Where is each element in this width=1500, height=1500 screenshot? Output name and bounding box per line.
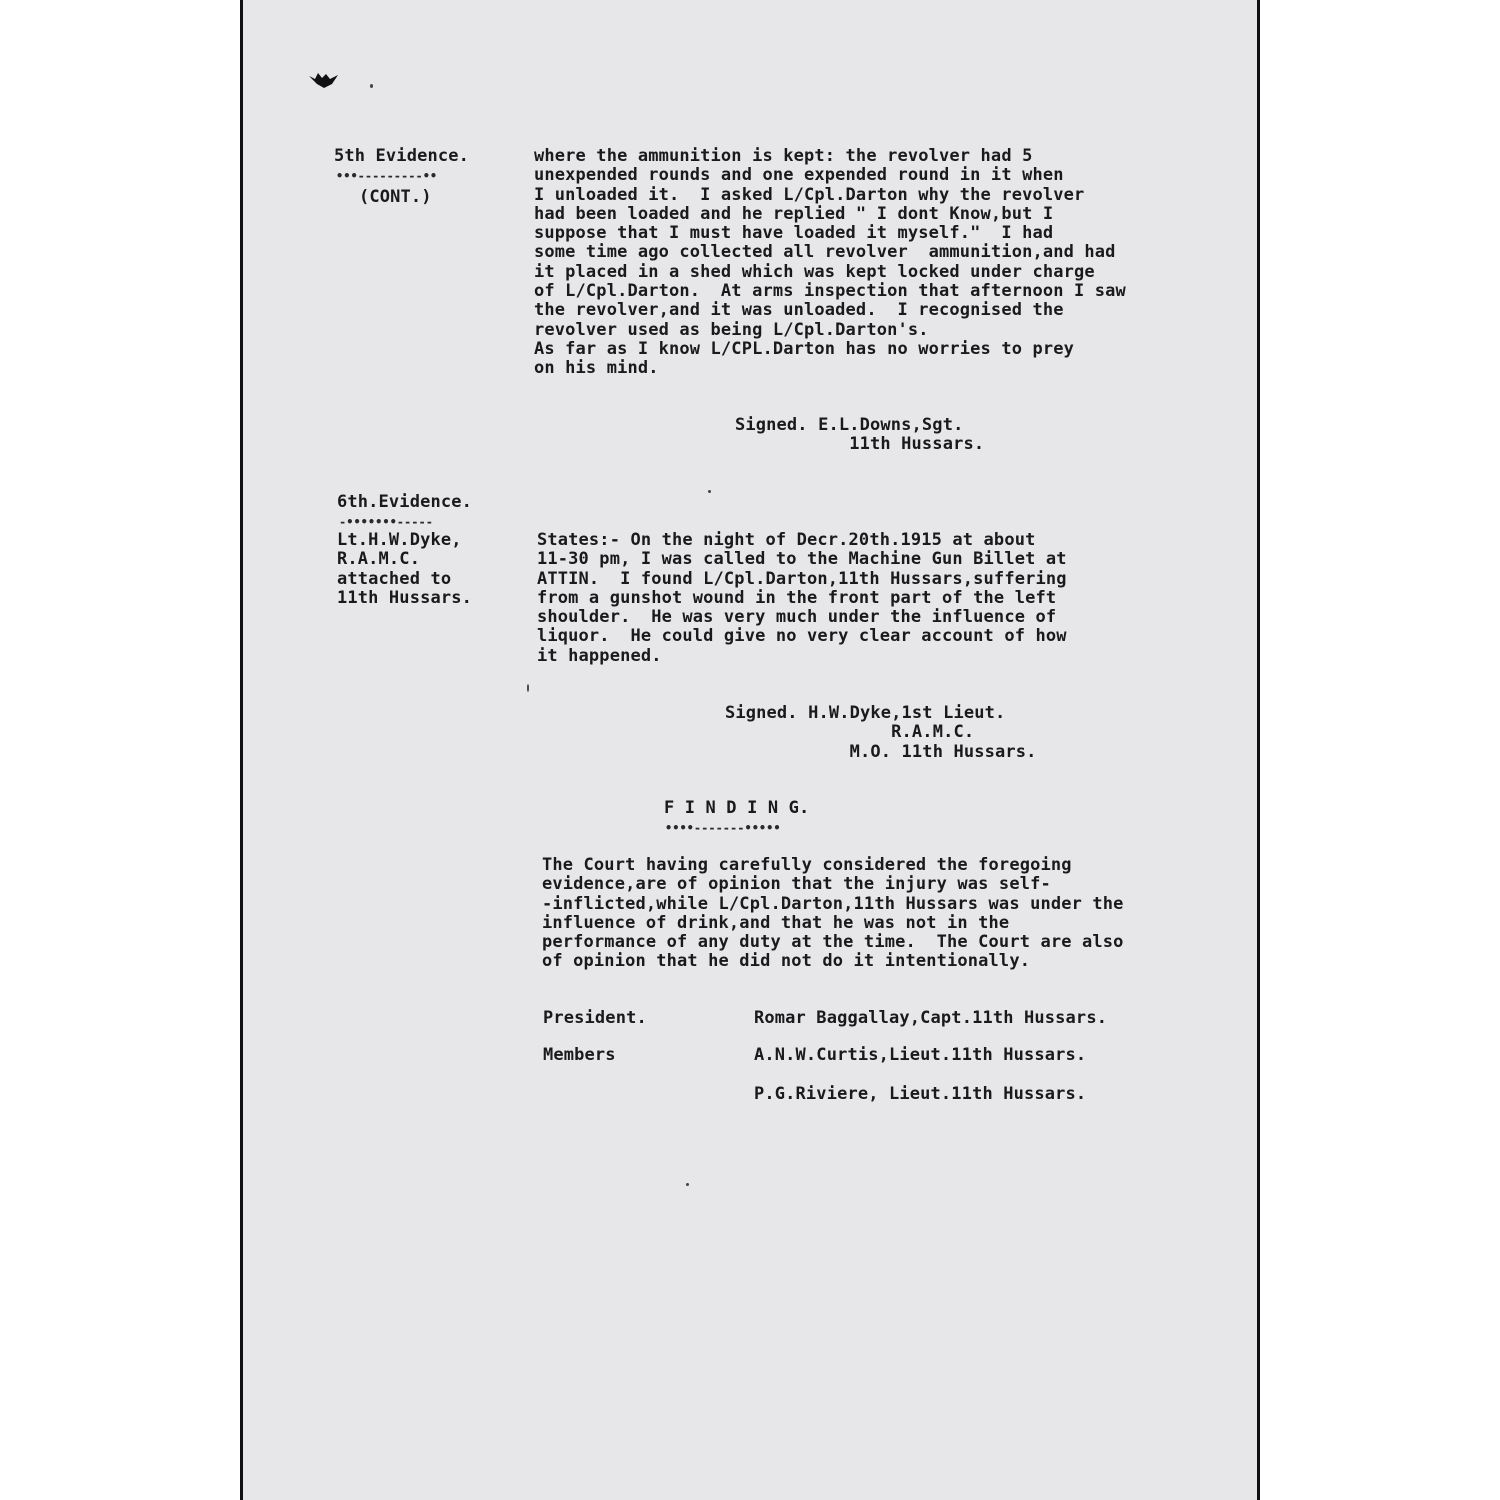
president-name: Romar Baggallay,Capt.11th Hussars. bbox=[754, 1008, 1108, 1028]
finding-underline: ••••-------••••• bbox=[665, 821, 781, 835]
finding-body: The Court having carefully considered the foregoing evidence,are of opinion that the injury was self- -inflicted,while L/Cpl.Darton,11th Hussars was under the influence of drink,and that he was not in the performance of any duty at the time. The Court are also of opinion that he did not do it intentionally. bbox=[542, 855, 1124, 972]
scan-speck bbox=[686, 1183, 689, 1186]
members-label: Members bbox=[543, 1045, 616, 1065]
ink-blot-mark bbox=[308, 70, 342, 90]
sixth-evidence-underline: -•••••••----- bbox=[339, 515, 433, 529]
fifth-evidence-underline: •••---------•• bbox=[336, 169, 438, 183]
member-name: A.N.W.Curtis,Lieut.11th Hussars. bbox=[754, 1045, 1087, 1065]
scan-speck bbox=[370, 84, 373, 88]
sixth-evidence-signature: Signed. H.W.Dyke,1st Lieut. R.A.M.C. M.O. 11th Hussars. bbox=[725, 703, 1037, 762]
fifth-evidence-signature: Signed. E.L.Downs,Sgt. 11th Hussars. bbox=[735, 415, 985, 455]
fifth-evidence-cont-label: (CONT.) bbox=[359, 187, 432, 207]
member-name: P.G.Riviere, Lieut.11th Hussars. bbox=[754, 1084, 1087, 1104]
president-label: President. bbox=[543, 1008, 647, 1028]
scan-margin-right bbox=[1260, 0, 1500, 1500]
sixth-evidence-body: States:- On the night of Decr.20th.1915 at about 11-30 pm, I was called to the Machine Gun Billet at ATTIN. I found L/Cpl.Darton,11th Hussars,suffering from a gunshot wound in the front part of the left shoulder. He was very much under the influence of liquor. He could give no very clear account of how it happened. bbox=[537, 530, 1067, 666]
scan-margin-left bbox=[0, 0, 240, 1500]
scan-speck bbox=[527, 684, 529, 692]
sixth-evidence-heading: 6th.Evidence. bbox=[337, 492, 473, 512]
sixth-evidence-witness: Lt.H.W.Dyke, R.A.M.C. attached to 11th Hussars. bbox=[337, 530, 473, 608]
scan-speck bbox=[708, 490, 711, 493]
page-edge-right bbox=[1257, 0, 1260, 1500]
finding-heading: F I N D I N G. bbox=[664, 798, 810, 818]
fifth-evidence-body: where the ammunition is kept: the revolver had 5 unexpended rounds and one expended round in it when I unloaded it. I asked L/Cpl.Darton why the revolver had been loaded and he replied " I dont Know,but I suppose that I must have loaded it myself." I had some time ago collected all revolver ammunition,and had it placed in a shed which was kept locked under charge of L/Cpl.Darton. At arms inspection that afternoon I saw the revolver,and it was unloaded. I recognised the revolver used as being L/Cpl.Darton's. As far as I know L/CPL.Darton has no worries to prey on his mind. bbox=[534, 146, 1126, 379]
fifth-evidence-heading: 5th Evidence. bbox=[334, 146, 470, 166]
